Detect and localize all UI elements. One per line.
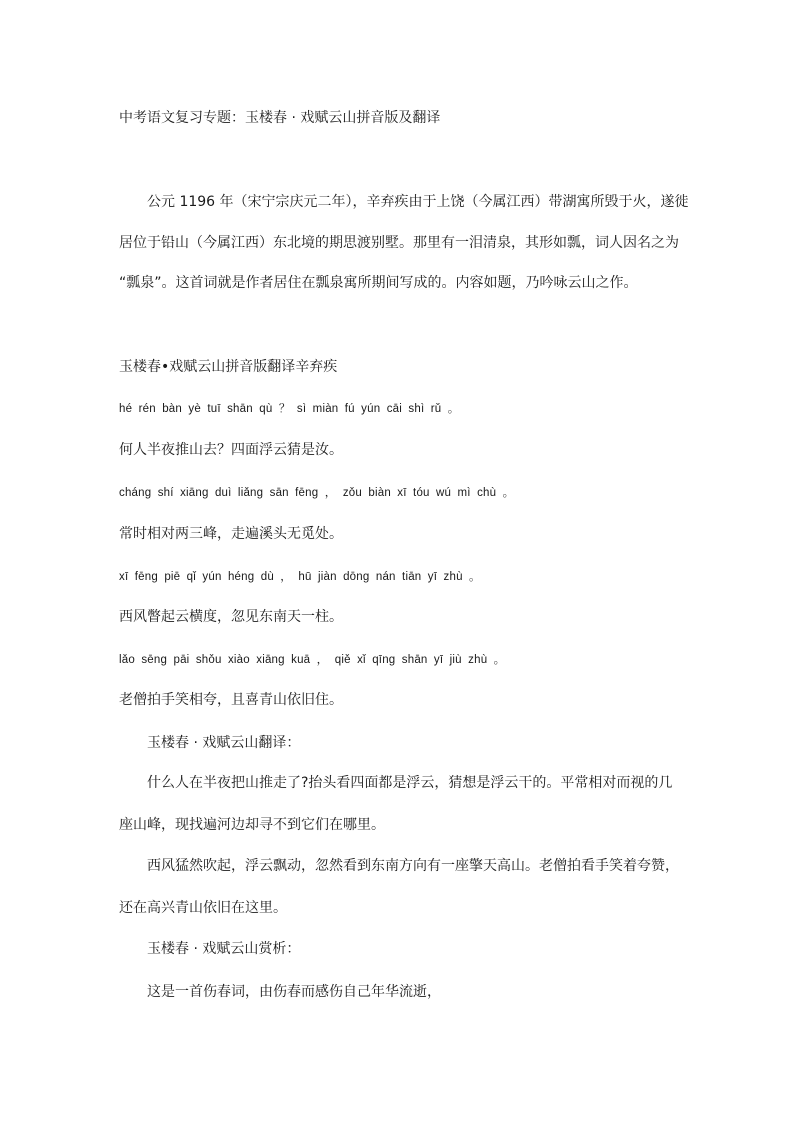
- translation-line-1: 什么人在半夜把山推走了?抬头看四面都是浮云，猜想是浮云干的。平常相对而视的几: [147, 775, 673, 791]
- poem-line-3: 西风瞥起云横度，忽见东南天一柱。: [119, 609, 343, 625]
- document-title: 中考语文复习专题：玉楼春 · 戏赋云山拼音版及翻译: [119, 110, 441, 126]
- poem-pinyin-3: xī fēng piē qǐ yún héng dù ， hū jiàn dōng nán tiān yī zhù 。: [119, 571, 481, 583]
- poem-heading: 玉楼春•戏赋云山拼音版翻译辛弃疾: [119, 359, 338, 375]
- appreciation-heading: 玉楼春 · 戏赋云山赏析：: [147, 941, 301, 957]
- intro-line-1: 公元 1196 年（宋宁宗庆元二年），辛弃疾由于上饶（今属江西）带湖寓所毁于火，遂徙: [147, 194, 689, 210]
- translation-heading: 玉楼春 · 戏赋云山翻译：: [147, 735, 301, 751]
- intro-line-3: “瓢泉”。这首词就是作者居住在瓢泉寓所期间写成的。内容如题，乃吟咏云山之作。: [119, 275, 638, 291]
- poem-pinyin-2: cháng shí xiāng duì liǎng sān fēng ， zǒu biàn xī tóu wú mì chù 。: [119, 487, 515, 499]
- poem-line-1: 何人半夜推山去？四面浮云猜是汝。: [119, 442, 343, 458]
- translation-line-3: 西风猛然吹起，浮云飘动，忽然看到东南方向有一座擎天高山。老僧拍看手笑着夸赞，: [147, 858, 679, 874]
- intro-line-2: 居位于铅山（今属江西）东北境的期思渡别墅。那里有一泪清泉，其形如瓢，词人因名之为: [119, 235, 679, 251]
- poem-pinyin-1: hé rén bàn yè tuī shān qù ？ sì miàn fú yún cāi shì rǔ 。: [119, 403, 460, 415]
- translation-line-4: 还在高兴青山依旧在这里。: [119, 900, 287, 916]
- poem-pinyin-4: lǎo sēng pāi shǒu xiào xiāng kuā ， qiě xǐ qīng shān yī jiù zhù 。: [119, 654, 506, 666]
- translation-line-2: 座山峰，现找遍河边却寻不到它们在哪里。: [119, 817, 385, 833]
- appreciation-text: 这是一首伤春词，由伤春而感伤自己年华流逝，: [147, 984, 441, 1000]
- poem-line-2: 常时相对两三峰，走遍溪头无觅处。: [119, 526, 343, 542]
- poem-line-4: 老僧拍手笑相夸，且喜青山依旧住。: [119, 692, 343, 708]
